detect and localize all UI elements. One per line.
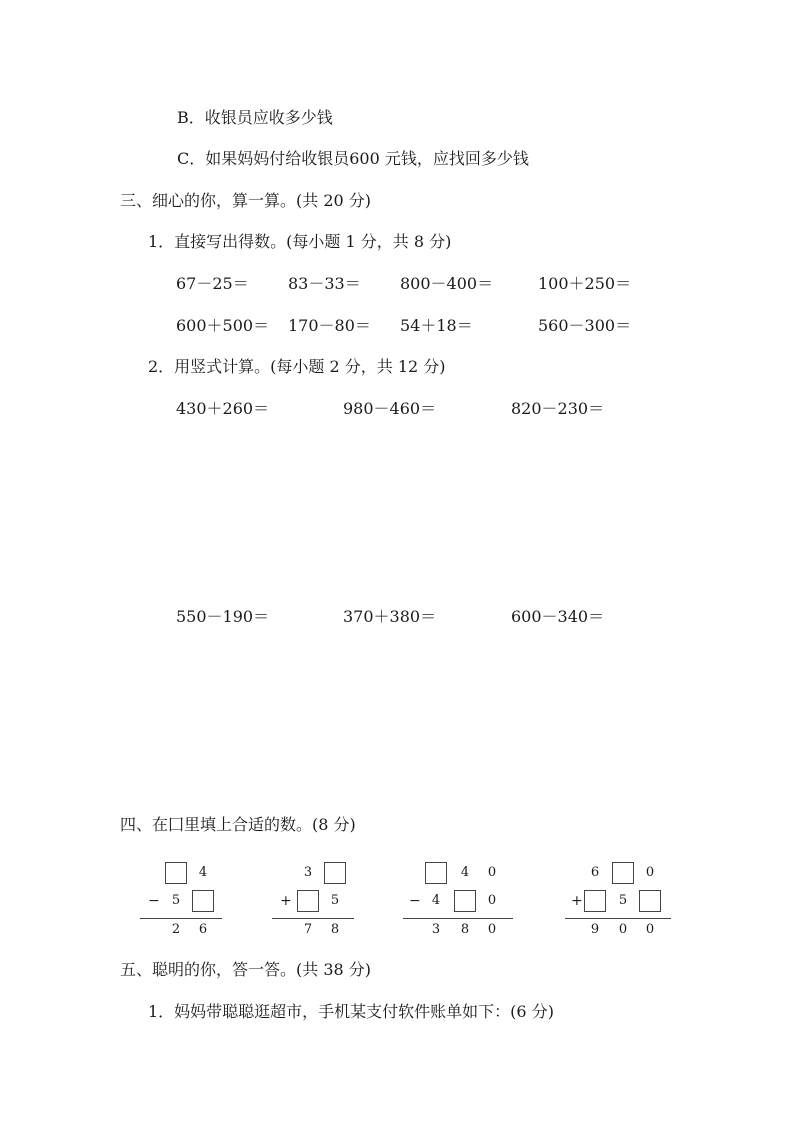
digit: 4 (198, 865, 208, 880)
digit: 5 (618, 893, 628, 908)
digit: 0 (618, 922, 628, 937)
section-3-q2-title: 2．用竖式计算。(每小题 2 分，共 12 分) (148, 357, 446, 376)
oral-calc-6: 170－80＝ (288, 316, 371, 335)
oral-calc-5: 600＋500＝ (176, 316, 270, 335)
section-5-title: 五、聪明的你，答一答。(共 38 分) (120, 960, 372, 979)
digit: 5 (171, 893, 181, 908)
minus-sign: − (409, 893, 421, 909)
digit: 3 (431, 922, 441, 937)
oral-calc-8: 560－300＝ (538, 316, 632, 335)
vertical-calc-5: 370＋380＝ (343, 607, 437, 626)
section-5-q1-title: 1．妈妈带聪聪逛超市，手机某支付软件账单如下：(6 分) (148, 1002, 554, 1021)
minus-sign: − (148, 893, 160, 909)
answer-box[interactable] (165, 862, 187, 884)
vertical-calc-2: 980－460＝ (343, 399, 437, 418)
option-b-text: B．收银员应收多少钱 (177, 108, 333, 127)
digit: 2 (171, 922, 181, 937)
vertical-calc-1: 430＋260＝ (176, 399, 270, 418)
vertical-calc-4: 550－190＝ (176, 607, 270, 626)
oral-calc-1: 67－25＝ (176, 274, 249, 293)
digit-puzzle-4 (565, 860, 675, 940)
digit-puzzle-1 (140, 860, 230, 940)
section-4-title: 四、在囗里填上合适的数。(8 分) (120, 815, 356, 834)
digit: 3 (303, 865, 313, 880)
answer-box[interactable] (584, 890, 606, 912)
oral-calc-7: 54＋18＝ (400, 316, 473, 335)
digit: 6 (198, 922, 208, 937)
oral-calc-3: 800－400＝ (400, 274, 494, 293)
digit: 0 (487, 865, 497, 880)
digit: 0 (487, 922, 497, 937)
answer-box[interactable] (612, 862, 634, 884)
answer-box[interactable] (324, 862, 346, 884)
answer-box[interactable] (192, 890, 214, 912)
vertical-calc-6: 600－340＝ (511, 607, 605, 626)
plus-sign: + (571, 893, 583, 909)
digit: 6 (590, 865, 600, 880)
oral-calc-2: 83－33＝ (288, 274, 361, 293)
section-3-title: 三、细心的你，算一算。(共 20 分) (120, 191, 372, 210)
answer-box[interactable] (454, 890, 476, 912)
digit: 0 (487, 893, 497, 908)
vertical-calc-3: 820－230＝ (511, 399, 605, 418)
digit: 8 (460, 922, 470, 937)
digit-puzzle-3 (403, 860, 518, 940)
answer-box[interactable] (425, 862, 447, 884)
oral-calc-4: 100＋250＝ (538, 274, 632, 293)
digit: 8 (330, 922, 340, 937)
digit: 9 (590, 922, 600, 937)
digit: 4 (431, 893, 441, 908)
digit: 5 (330, 893, 340, 908)
digit: 0 (645, 865, 655, 880)
digit: 7 (303, 922, 313, 937)
section-3-q1-title: 1．直接写出得数。(每小题 1 分，共 8 分) (148, 232, 452, 251)
digit-puzzle-2 (272, 860, 362, 940)
plus-sign: + (280, 893, 292, 909)
answer-box[interactable] (639, 890, 661, 912)
option-c-text: C．如果妈妈付给收银员600 元钱，应找回多少钱 (177, 149, 529, 168)
digit: 4 (460, 865, 470, 880)
answer-box[interactable] (297, 890, 319, 912)
digit: 0 (645, 922, 655, 937)
